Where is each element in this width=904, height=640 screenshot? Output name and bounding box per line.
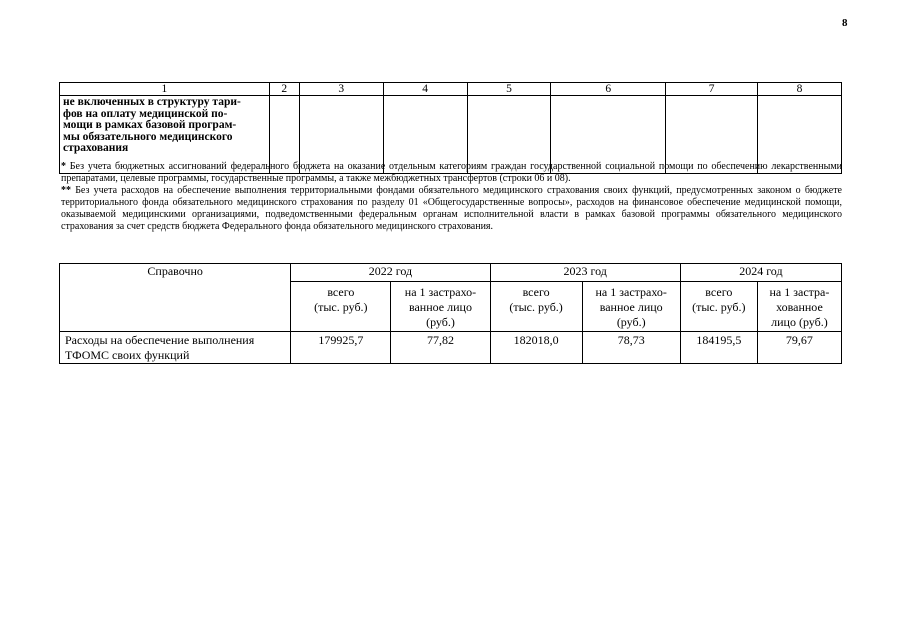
- year-header: 2023 год: [490, 264, 680, 282]
- footnote-text: Без учета расходов на обеспечение выполнения территориальными фондами обязательного медицинского страхования своих функций, предусмотренных законом о бюджете территориального фонда обязательного медицинского страхования по разделу 01 «Общегосударственные вопросы», расходов на финансовое обеспечение медицинской помощи, оказываемой медицинскими организациями, подведомственными федеральным органам исполнительной власти в рамках базовой программы обязательного медицинского страхования за счет средств бюджета Федерального фонда обязательного медицинского страхования.: [61, 185, 842, 232]
- subheader-total: всего (тыс. руб.): [291, 282, 391, 332]
- table-cell: 179925,7: [291, 332, 391, 364]
- footnote-text: Без учета бюджетных ассигнований федерального бюджета на оказание отдельным категориям граждан государственной социальной помощи по обеспечению лекарственными препаратами, целевые программы, государственные программы, а также межбюджетных трансфертов (строки 06 и 08).: [61, 161, 842, 184]
- footnotes: [61, 161, 842, 233]
- column-number: 8: [758, 83, 842, 96]
- table-cell: 78,73: [582, 332, 680, 364]
- column-number: 4: [383, 83, 467, 96]
- subheader-per-person: на 1 застра- хованное лицо (руб.): [757, 282, 841, 332]
- table-cell: 79,67: [757, 332, 841, 364]
- column-number: 1: [60, 83, 270, 96]
- subheader-per-person: на 1 застрахо- ванное лицо (руб.): [582, 282, 680, 332]
- year-header: 2022 год: [291, 264, 490, 282]
- year-header-row: [60, 264, 842, 282]
- table-cell: 77,82: [391, 332, 490, 364]
- footnote-mark: **: [61, 185, 71, 196]
- column-number: 3: [299, 83, 383, 96]
- column-number: 5: [467, 83, 551, 96]
- footnote: [61, 161, 842, 185]
- column-number: 6: [551, 83, 666, 96]
- footnote: [61, 185, 842, 233]
- subheader-total: всего (тыс. руб.): [680, 282, 757, 332]
- footnote-mark: *: [61, 161, 66, 172]
- reference-table: [59, 263, 842, 364]
- subheader-per-person: на 1 застрахо- ванное лицо (руб.): [391, 282, 490, 332]
- row-description: не включенных в структуру тари- фов на оплату медицинской по- мощи в рамках базовой програм- мы обязательного медицинского страхования: [60, 96, 270, 174]
- subheader-total: всего (тыс. руб.): [490, 282, 582, 332]
- page-number: 8: [842, 17, 848, 29]
- year-header: 2024 год: [680, 264, 841, 282]
- row-label: Расходы на обеспечение выполнения ТФОМС своих функций: [60, 332, 291, 364]
- table-cell: 182018,0: [490, 332, 582, 364]
- table-row: [60, 332, 842, 364]
- column-number: 2: [269, 83, 299, 96]
- column-number-row: [60, 83, 842, 96]
- reference-header-label: Справочно: [60, 264, 291, 332]
- column-number: 7: [666, 83, 758, 96]
- table-cell: 184195,5: [680, 332, 757, 364]
